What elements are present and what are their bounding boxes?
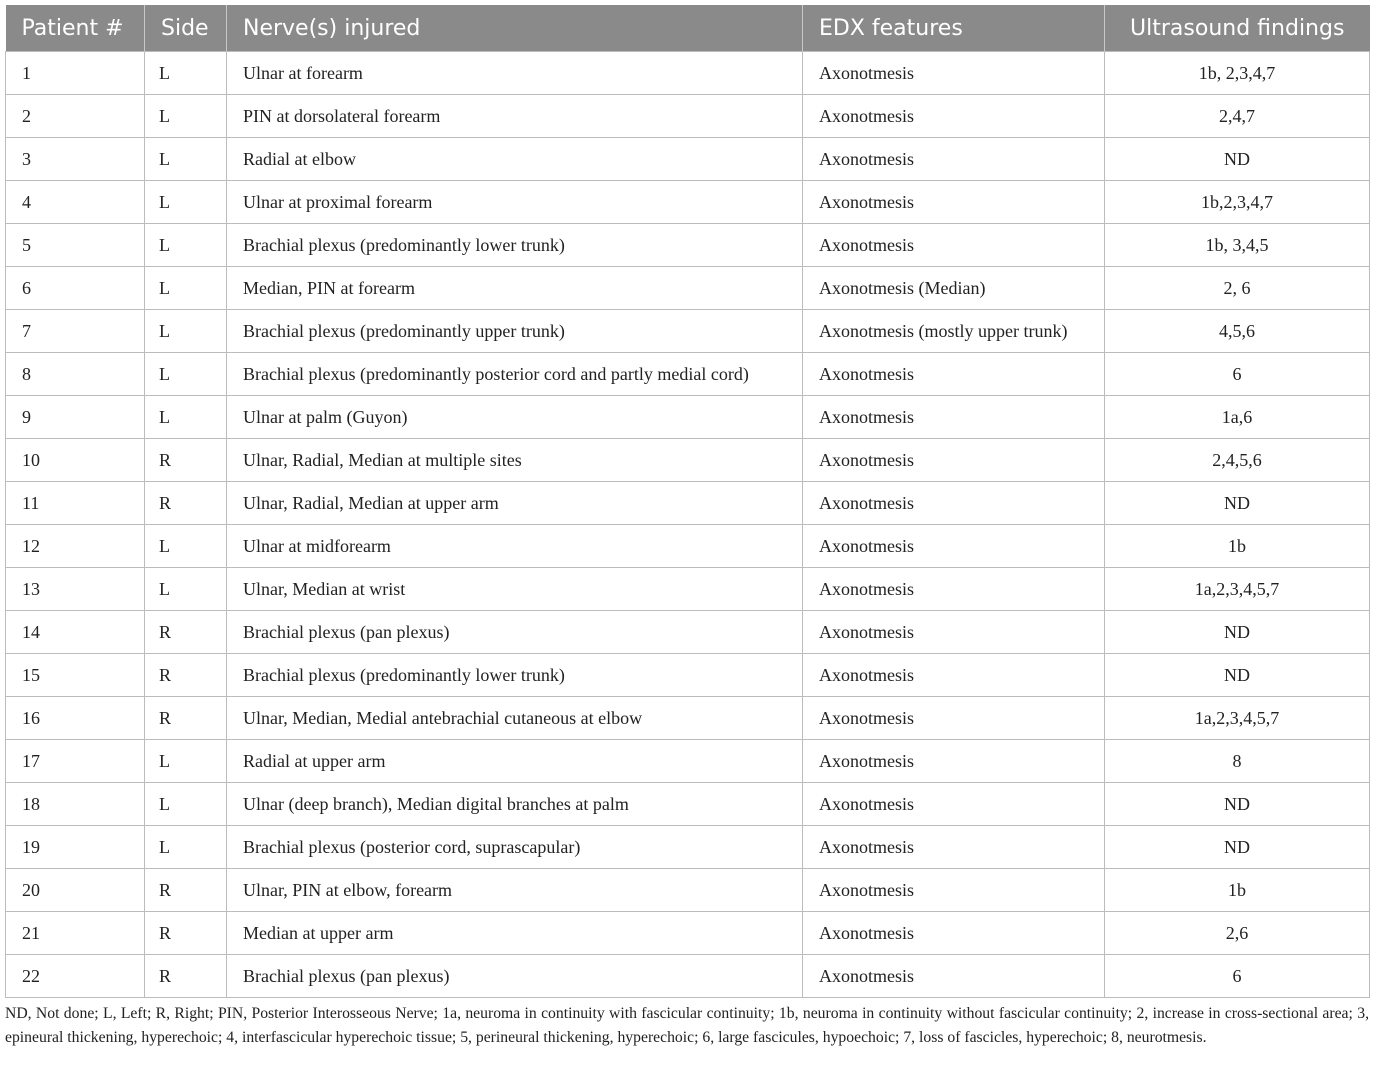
table-row (6, 955, 1370, 998)
cell-ultrasound: 1b (1105, 525, 1370, 568)
cell-nerves: Ulnar, Median, Medial antebrachial cutaneous at elbow (227, 697, 803, 740)
cell-edx: Axonotmesis (803, 826, 1105, 869)
cell-side: L (145, 353, 227, 396)
cell-ultrasound: 2,6 (1105, 912, 1370, 955)
cell-nerves: Ulnar, PIN at elbow, forearm (227, 869, 803, 912)
table-row (6, 697, 1370, 740)
cell-patient: 3 (6, 138, 145, 181)
cell-patient: 2 (6, 95, 145, 138)
table-row (6, 611, 1370, 654)
cell-edx: Axonotmesis (803, 439, 1105, 482)
cell-edx: Axonotmesis (803, 396, 1105, 439)
cell-side: R (145, 654, 227, 697)
table-row (6, 654, 1370, 697)
table-header (6, 5, 1370, 52)
cell-ultrasound: 1b, 2,3,4,7 (1105, 52, 1370, 95)
table-row (6, 353, 1370, 396)
table-row (6, 826, 1370, 869)
header-ultrasound: Ultrasound findings (1105, 5, 1370, 52)
cell-edx: Axonotmesis (803, 181, 1105, 224)
cell-ultrasound: ND (1105, 826, 1370, 869)
cell-patient: 5 (6, 224, 145, 267)
table-row (6, 869, 1370, 912)
cell-patient: 15 (6, 654, 145, 697)
cell-nerves: Ulnar at forearm (227, 52, 803, 95)
cell-side: L (145, 95, 227, 138)
cell-nerves: Ulnar at proximal forearm (227, 181, 803, 224)
cell-patient: 20 (6, 869, 145, 912)
cell-side: R (145, 912, 227, 955)
cell-nerves: Brachial plexus (predominantly lower trunk) (227, 654, 803, 697)
cell-side: L (145, 740, 227, 783)
table-footnote: ND, Not done; L, Left; R, Right; PIN, Posterior Interosseous Nerve; 1a, neuroma in continuity with fascicular continuity; 1b, neuroma in continuity without fascicular continuity; 2, increase in cross-sectional area; 3, epineural thickening, hyperechoic; 4, interfascicular hyperechoic tissue; 5, perineural thickening, hyperechoic; 6, large fascicules, hypoechoic; 7, loss of fascicles, hyperechoic; 8, neurotmesis. (5, 1005, 1369, 1046)
table-row (6, 138, 1370, 181)
cell-edx: Axonotmesis (803, 525, 1105, 568)
cell-ultrasound: 2,4,5,6 (1105, 439, 1370, 482)
table-row (6, 310, 1370, 353)
cell-nerves: Ulnar at midforearm (227, 525, 803, 568)
cell-side: R (145, 611, 227, 654)
table-row (6, 267, 1370, 310)
header-side: Side (145, 5, 227, 52)
cell-edx: Axonotmesis (803, 869, 1105, 912)
cell-ultrasound: ND (1105, 611, 1370, 654)
cell-patient: 18 (6, 783, 145, 826)
cell-side: R (145, 482, 227, 525)
table-row (6, 912, 1370, 955)
table-row (6, 181, 1370, 224)
cell-nerves: Ulnar at palm (Guyon) (227, 396, 803, 439)
table-row (6, 52, 1370, 95)
cell-patient: 9 (6, 396, 145, 439)
cell-ultrasound: ND (1105, 783, 1370, 826)
cell-patient: 13 (6, 568, 145, 611)
cell-nerves: Radial at upper arm (227, 740, 803, 783)
cell-ultrasound: ND (1105, 482, 1370, 525)
cell-ultrasound: 1b, 3,4,5 (1105, 224, 1370, 267)
cell-ultrasound: 2, 6 (1105, 267, 1370, 310)
table-row (6, 396, 1370, 439)
table-row (6, 740, 1370, 783)
header-patient: Patient # (6, 5, 145, 52)
cell-nerves: Brachial plexus (pan plexus) (227, 611, 803, 654)
cell-side: L (145, 525, 227, 568)
table-row (6, 95, 1370, 138)
cell-nerves: Ulnar, Median at wrist (227, 568, 803, 611)
cell-edx: Axonotmesis (803, 912, 1105, 955)
cell-ultrasound: ND (1105, 138, 1370, 181)
cell-ultrasound: 4,5,6 (1105, 310, 1370, 353)
table-row (6, 224, 1370, 267)
table-row (6, 525, 1370, 568)
cell-side: L (145, 267, 227, 310)
cell-ultrasound: 8 (1105, 740, 1370, 783)
cell-side: R (145, 869, 227, 912)
cell-nerves: Ulnar, Radial, Median at upper arm (227, 482, 803, 525)
cell-ultrasound: 1a,6 (1105, 396, 1370, 439)
cell-patient: 11 (6, 482, 145, 525)
cell-edx: Axonotmesis (803, 568, 1105, 611)
cell-edx: Axonotmesis (803, 654, 1105, 697)
cell-nerves: Brachial plexus (predominantly upper trunk) (227, 310, 803, 353)
cell-patient: 12 (6, 525, 145, 568)
cell-ultrasound: ND (1105, 654, 1370, 697)
cell-ultrasound: 6 (1105, 353, 1370, 396)
cell-side: L (145, 138, 227, 181)
patient-table (5, 5, 1370, 998)
cell-patient: 17 (6, 740, 145, 783)
cell-nerves: Median at upper arm (227, 912, 803, 955)
cell-patient: 22 (6, 955, 145, 998)
cell-side: L (145, 181, 227, 224)
cell-patient: 19 (6, 826, 145, 869)
cell-edx: Axonotmesis (803, 224, 1105, 267)
cell-patient: 7 (6, 310, 145, 353)
cell-patient: 14 (6, 611, 145, 654)
cell-ultrasound: 1a,2,3,4,5,7 (1105, 568, 1370, 611)
cell-patient: 21 (6, 912, 145, 955)
cell-patient: 1 (6, 52, 145, 95)
cell-nerves: PIN at dorsolateral forearm (227, 95, 803, 138)
cell-side: L (145, 224, 227, 267)
cell-patient: 8 (6, 353, 145, 396)
cell-edx: Axonotmesis (mostly upper trunk) (803, 310, 1105, 353)
cell-side: L (145, 568, 227, 611)
cell-nerves: Brachial plexus (predominantly posterior cord and partly medial cord) (227, 353, 803, 396)
cell-side: L (145, 826, 227, 869)
cell-nerves: Brachial plexus (pan plexus) (227, 955, 803, 998)
cell-ultrasound: 6 (1105, 955, 1370, 998)
header-row (6, 5, 1370, 52)
header-edx: EDX features (803, 5, 1105, 52)
cell-edx: Axonotmesis (803, 95, 1105, 138)
cell-side: L (145, 310, 227, 353)
cell-nerves: Brachial plexus (predominantly lower trunk) (227, 224, 803, 267)
cell-side: R (145, 955, 227, 998)
table-container (5, 5, 1369, 998)
cell-nerves: Brachial plexus (posterior cord, suprascapular) (227, 826, 803, 869)
cell-patient: 10 (6, 439, 145, 482)
table-row (6, 783, 1370, 826)
cell-ultrasound: 1b,2,3,4,7 (1105, 181, 1370, 224)
cell-edx: Axonotmesis (803, 783, 1105, 826)
table-row (6, 568, 1370, 611)
cell-edx: Axonotmesis (803, 353, 1105, 396)
cell-side: L (145, 52, 227, 95)
cell-edx: Axonotmesis (803, 697, 1105, 740)
cell-ultrasound: 1a,2,3,4,5,7 (1105, 697, 1370, 740)
cell-patient: 4 (6, 181, 145, 224)
cell-edx: Axonotmesis (803, 138, 1105, 181)
table-row (6, 482, 1370, 525)
table-body (6, 52, 1370, 998)
cell-side: L (145, 783, 227, 826)
cell-side: R (145, 697, 227, 740)
cell-nerves: Ulnar, Radial, Median at multiple sites (227, 439, 803, 482)
cell-edx: Axonotmesis (803, 611, 1105, 654)
cell-nerves: Radial at elbow (227, 138, 803, 181)
cell-edx: Axonotmesis (803, 482, 1105, 525)
cell-edx: Axonotmesis (803, 52, 1105, 95)
cell-edx: Axonotmesis (803, 955, 1105, 998)
cell-side: L (145, 396, 227, 439)
cell-edx: Axonotmesis (803, 740, 1105, 783)
cell-nerves: Ulnar (deep branch), Median digital branches at palm (227, 783, 803, 826)
cell-edx: Axonotmesis (Median) (803, 267, 1105, 310)
cell-patient: 6 (6, 267, 145, 310)
cell-side: R (145, 439, 227, 482)
cell-ultrasound: 2,4,7 (1105, 95, 1370, 138)
header-nerves: Nerve(s) injured (227, 5, 803, 52)
cell-patient: 16 (6, 697, 145, 740)
cell-nerves: Median, PIN at forearm (227, 267, 803, 310)
cell-ultrasound: 1b (1105, 869, 1370, 912)
table-row (6, 439, 1370, 482)
